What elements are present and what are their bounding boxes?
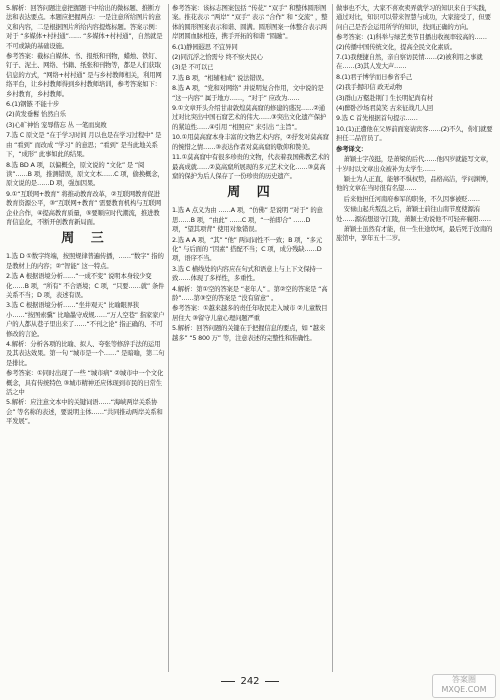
paragraph: 做事也不大，大家不喜欢卖弄就学习的知识来自于实践，通过对比，知识可以带来智慧与成功，大家接受了，但要问自己是否会运用所学的知识，找到正确的方向。 xyxy=(336,4,491,31)
paragraph: (3)群山万壑赴荆门 生长明妃尚有村 xyxy=(336,93,433,102)
footer-dash xyxy=(221,681,235,682)
paragraph: 7.(1)我便捷自然，亲自察访民情……(2)被利用之事就在……(3)其人发大声…… xyxy=(336,53,483,71)
paragraph: (2)我手握印信 政无动物 xyxy=(336,83,402,92)
paragraph: 8.(1)君子博学而日参省乎己 xyxy=(336,72,413,81)
page-footer xyxy=(0,676,500,687)
paragraph: 萧颖士字茂挺，是萧梁的后代……他四岁就能写文章，十岁时以文章出众被补为太学生…… xyxy=(336,155,493,173)
paragraph: 9.①“互联网+教育” 将推动教育改革，②互联网教育促进教育资源公平，③“互联网+教育” 需要教育机构与互联网企业合作，④提高教育质量，⑤要顺应时代潮流，推进教育信息化，不断开创教育新局面。 xyxy=(6,189,161,226)
paragraph: (4)醉卧沙场君莫笑 古来征战几人回 xyxy=(336,104,433,113)
paragraph: 5.解析：回答问题注意把握题干中给出的微标题、推断方法和表达要点。本题应把握两点：一是注意所给图片的意义和内容，二是根据图片所给内容提炼标题。答案示例：对于 “多媒体+村村通”…… “多媒体+村村通”，自然就是不可或缺的基础设施。 xyxy=(6,4,163,50)
paragraph: 参考答案：①越来越多的责任年收民走入城市 ②儿童数目居住大 ③留守儿童心理问题严重 xyxy=(172,304,328,322)
column-left xyxy=(6,4,165,672)
paragraph: 1.选 D ①数字终端，按照规律普遍传播，……“数字” 指的是教材上的内容；②“智能” 这一特点。 xyxy=(6,252,164,270)
column-right-block-b xyxy=(336,155,494,244)
paragraph: 3.选 C 横线处的内容应在句式和语意上与上下文保持一致……体现了多样性，多重性。 xyxy=(172,264,322,283)
answer-page xyxy=(6,4,494,674)
paragraph: 后来他担任河南府参军的职务，不久因事被贬…… xyxy=(343,194,480,203)
paragraph: 7.选 B 项，“相辅相成” 说法错误。 xyxy=(172,73,268,82)
paragraph: 10.(1)正遭他在父界前面宴请宾客……(2)不久，你们就要担任二品官员了。 xyxy=(336,124,493,143)
paragraph: 参考答案：截标自媒体、书、报纸和刊物，蜡烛、铁钉、钉子、泥土、网络、书籍、纸张和刊物等，都是人们获取信息的方式，“网络+村村通” 是与乡村教师相关，利用网络平台，让乡村教师得到乡村教师培训，参考答案如下：乡村教育，乡村教师。 xyxy=(6,52,162,98)
section-heading-thursday: 周 四 xyxy=(227,185,276,201)
footer-dash xyxy=(265,681,279,682)
paragraph: 3.选 C 根据语境分析……“坐井观天” 比喻眼界狭小……“按图索骥” 比喻墨守成规……“万人空巷” 指家家户户的人都从巷子里出来了……“不刊之论” 指正确的、不可修改的言论。 xyxy=(6,301,165,338)
column-right-block-a xyxy=(336,4,494,144)
column-divider xyxy=(332,4,333,672)
paragraph: (3)是 不可以已 xyxy=(172,63,214,72)
paragraph: (2)同沉浮之恰需兮 终不察夫民心 xyxy=(172,53,263,62)
column-left-block-a xyxy=(6,4,165,227)
column-divider xyxy=(168,4,169,672)
paragraph: 参考答案：(1)科举与绿艺类节目播出收视率较高的……(2)传播中国传统文化，提高全民文化素质。 xyxy=(336,33,487,51)
paragraph: 8.选 A 项，“党和对网络” 并说明复合作用，文中说的是 “这一内容” 属于地方……，“对于” 应改为…… xyxy=(172,84,324,102)
paragraph: 6.(1)静园遐思 不宜异同 xyxy=(172,42,238,51)
paragraph: 9.①文章开头介绍甘肃敦煌莫高窟的修建的盛况……②通过对比突出中国石窟艺术的伟大……③突出文化遗产保护的紧迫性……④引用 “相照应” 来引出 “主旨”。 xyxy=(172,104,327,131)
section-heading-wednesday: 周 三 xyxy=(61,231,110,247)
paragraph: 5.解析：回答问题的关键在于把握信息的要点，如 “越来越多” “5 800 万” 等，注意表述的完整性和准确性。 xyxy=(172,324,326,342)
paragraph: 萧颖士虽然有才能，但一生仕途坎坷，最后死于汝南的旅馆中，享年五十二岁。 xyxy=(336,224,493,243)
paragraph: 10.①用莫高窟本身丰富的文物艺术内容，②抒发对莫高窟的惋惜之情……③表达作者对莫高窟的敬仰和赞美。 xyxy=(172,133,329,151)
paragraph: (2)黄发垂髫 怡然自乐 xyxy=(6,110,66,119)
paragraph: 1.选 A 点义为由 ……A 项，“仿佛” 是说明 “对于” 的意思……B 项，“由此” ……C 项，“一拍即合” ……D 项，“望其项背” 使用对象错误。 xyxy=(172,206,323,234)
watermark-logo xyxy=(432,674,496,698)
paragraph: 4.解析：第①空的答案是 “老年人” 。第②空的答案是 “高龄”……第③空的答案是 “没有留意” 。 xyxy=(172,284,328,302)
paragraph: 7.选 C 原文是 “在于学习时间 月以也是在学习过程中” 是由 “看到” 而改成 “学习” 的意思；“看到” 是当此地关系下，“成形” 此事如此的结果。 xyxy=(6,131,162,159)
paragraph: 6.(1)钢镞 不能十步 xyxy=(6,100,60,109)
paragraph: 2.选 A A 项，“其” “他” 两词词性不一致；B 项，“多元化” 与后面的 “因素” 搭配不当；C 项，成分残缺……D 项，语序不当。 xyxy=(172,235,323,263)
watermark-line: 答案圈 xyxy=(452,675,476,684)
paragraph: 安禄山起兵叛乱之后，萧颖士前往山南节度使源洧处……源洧想退守江陵，萧颖士劝说他不可轻弃襄阳…… xyxy=(336,205,491,223)
paragraph: 4.解析：分析各项的比喻、拟人、夸张等修辞手法的运用及其表达效果。第一句 “城市是一个……” 是暗喻，第二句是排比。 xyxy=(6,340,165,367)
reference-translation-title: 参考译文： xyxy=(336,144,367,153)
paragraph: (3)心旷神怡 宠辱偕忘 丛 一笔而臭败 xyxy=(6,120,107,129)
paragraph: 2.选 A 根据语境分析……“一成不变” 说明本身较少变化……B 项，“所有” 不合语境；C 项，“只要……就” 条件关系不当；D 项，表述有误。 xyxy=(6,272,165,299)
paragraph: 颖士为人正直，能够不惧权势，品格高洁，学问渊博，他的文章在当时很有名望…… xyxy=(336,174,493,193)
column-middle-block-b xyxy=(172,206,331,343)
paragraph: 5.解析：应注意文本中的关键词语……“海峡两岸关系协会” 等名称的表述，要说明主体……“共同推动两岸关系和平发展”。 xyxy=(6,398,163,426)
paragraph: 11.①莫高窟中有很多珍贵的文物，代表着我国佛教艺术的最高成就……②莫高窟所展现的多元艺术文化……③莫高窟的保护为后人保存了一份珍贵的历史遗产。 xyxy=(172,153,330,180)
paragraph: 参考答案：①同时出现了一些 “城市病” ②城市中一个文化概念，具有传统特色 ③城市精神还应体现到市民的日常生活之中 xyxy=(6,369,164,397)
paragraph: 9.选 C 首先根据首句提示…… xyxy=(336,114,418,123)
paragraph: 8.选 BD A 项，以偏概全，原文说的 “文化” 是 “阅读”……B 项，推测错误，原文文本……C 项，偷换概念，原文说的是……D 项，强加因果。 xyxy=(6,160,164,188)
column-middle xyxy=(172,4,331,672)
paragraph: 参考答案：该标志图案包括 “传花” “双手” 和整体圆形图案。推花表示 “两岸” “双手” 表示 “合作” 和 “交流” ，整体的圆形图案表示和谐、圆满。圆形图案一体整合表示两岸团圆血脉相连，携手开拓的和谐 “圆融”。 xyxy=(172,4,328,41)
column-right xyxy=(336,4,494,672)
watermark-line: MXQE.COM xyxy=(441,685,487,694)
page-number: 242 xyxy=(240,676,260,687)
column-middle-block-a xyxy=(172,4,331,181)
column-left-block-b xyxy=(6,252,165,426)
